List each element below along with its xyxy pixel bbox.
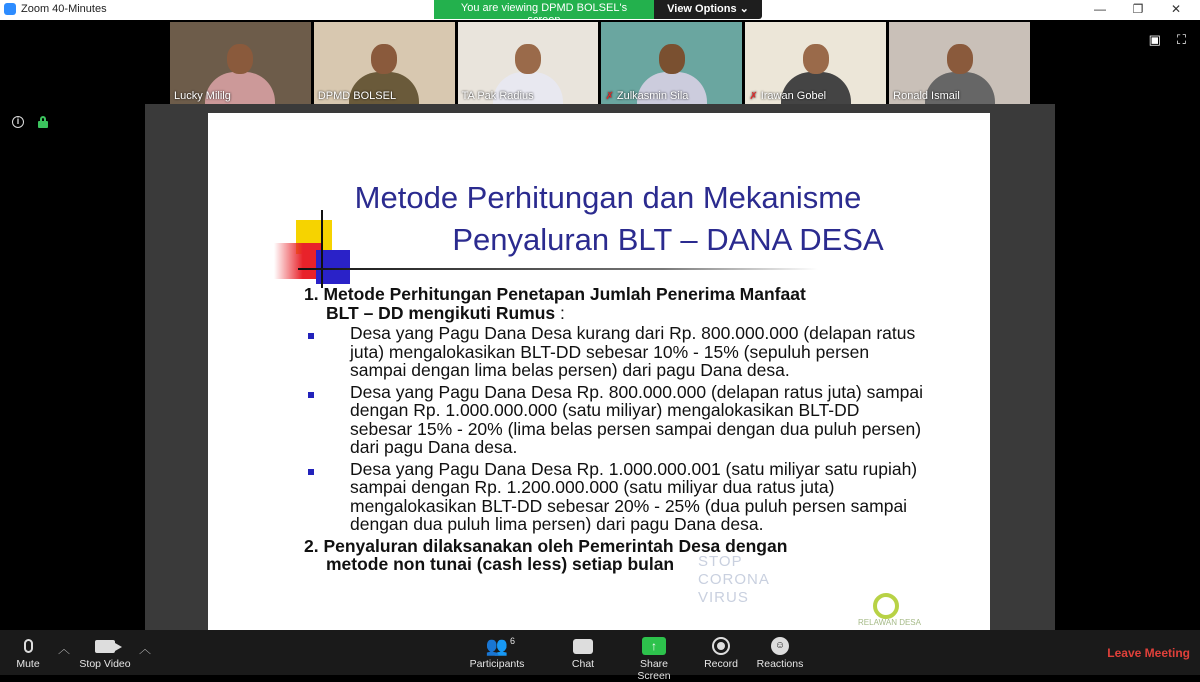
view-options-button[interactable]: View Options ⌄ [654,0,762,19]
info-icon[interactable]: i [12,116,24,128]
participant-tile[interactable] [745,22,886,104]
chat-icon [573,639,593,654]
participant-name [605,90,688,102]
participant-tile[interactable] [458,22,599,104]
point-1-line1: 1. Metode Perhitungan Penetapan Jumlah Penerima Manfaat [304,284,806,304]
meeting-toolbar [0,630,1200,682]
bullet-item [304,460,924,534]
fullscreen-icon[interactable]: ⛶ [1176,32,1186,47]
reactions-smiley-icon: ☺ [771,637,789,655]
slide-decoration-hline [298,268,818,270]
participants-count: 6 [510,636,516,646]
point-2-line1: 2. Penyaluran dilaksanakan oleh Pemerintah Desa dengan [304,535,788,556]
view-mode-icons [1149,32,1186,48]
participants-button[interactable] [466,634,528,670]
viewing-screen-label: You are viewing DPMD BOLSEL's [434,0,654,19]
point-2 [304,537,924,574]
window-title: Zoom 40-Minutes [21,3,107,15]
participant-tile[interactable] [601,22,742,104]
point-1-bullets [304,324,924,534]
participant-name-label: DPMD BOLSEL [317,90,397,102]
participant-tile[interactable] [314,22,455,104]
participant-name-label: Zulkasmin Sila [616,90,689,102]
relawan-desa-watermark: RELAWAN DESA [858,618,921,627]
chat-label: Chat [571,658,595,670]
bullet-item [304,383,924,457]
mic-muted-icon: ✗ [749,90,758,102]
participant-name-label: Lucky Mililg [174,90,231,102]
record-button[interactable] [702,634,740,670]
minimize-button[interactable]: — [1094,2,1106,16]
close-button[interactable]: ✕ [1170,2,1182,16]
lock-icon[interactable] [38,116,48,128]
presentation-slide [208,113,990,630]
reactions-button[interactable] [756,634,804,670]
stop-video-label: Stop Video [79,658,131,670]
bullet-text: Desa yang Pagu Dana Desa Rp. 1.000.000.001 (satu miliyar satu rupiah) sampai dengan Rp. 1.200.000.000 (satu miliyar dua ratus juta) mengalokasikan BLT-DD sebesar 20% - 25% (dua puluh persen sampai dengan dua puluh lima persen) dari pagu Dana desa. [350,458,918,534]
point-1-suffix: : [555,302,565,323]
microphone-icon [24,639,33,653]
record-icon [712,637,730,655]
participants-icon: 👥 [485,635,509,656]
point-1-line2: BLT – DD mengikuti Rumus [326,302,556,323]
audio-options-chevron-icon[interactable]: ︿ [58,642,71,656]
participant-name [318,90,396,102]
participant-name [893,90,960,102]
stop-corona-watermark: STOP CORONA VIRUS [698,553,770,606]
viewing-banner [434,0,762,19]
bullet-square-icon [308,469,314,475]
zoom-logo-icon [4,3,16,15]
bullet-square-icon [308,392,314,398]
participant-name-label: Ronald Ismail [893,90,960,102]
meeting-info-icons [12,116,48,128]
bullet-text: Desa yang Pagu Dana Desa kurang dari Rp. 800.000.000 (delapan ratus juta) mengalokasikan BLT-DD sebesar 10% - 15% (sepuluh persen sampai dengan lima belas persen) dari pagu Dana desa. [350,323,916,380]
chat-button[interactable] [566,634,600,670]
participant-name-label: TA Pak Radius [461,90,534,102]
slide-title-line2: Penyaluran BLT – DANA DESA [452,222,884,257]
reactions-label: Reactions [756,658,804,670]
mute-label: Mute [16,658,40,670]
leave-meeting-button[interactable]: Leave Meeting [1107,646,1190,660]
restore-button[interactable]: ❐ [1132,2,1144,16]
participant-strip [170,22,1030,104]
slide-body [304,285,924,574]
stop-video-button[interactable] [76,634,134,670]
mic-muted-icon: ✗ [605,90,614,102]
participant-name [174,90,231,102]
slide-title-line1: Metode Perhitungan dan Mekanisme [354,180,862,215]
participant-tile[interactable] [889,22,1030,104]
bullet-text: Desa yang Pagu Dana Desa Rp. 800.000.000 (delapan ratus juta) sampai dengan Rp. 1.000.000.000 (satu miliyar) mengalokasikan BLT-DD sebesar 15% - 20% (lima belas persen sampai dengan dua puluh persen) dari pagu Dana desa. [350,381,924,457]
bullet-square-icon [308,333,314,339]
slide-title [308,177,908,261]
app-title [4,3,107,15]
bullet-item [304,324,924,380]
participants-label: Participants [469,658,525,670]
video-options-chevron-icon[interactable]: ︿ [139,642,152,656]
record-label: Record [704,658,738,670]
point-1 [304,285,924,322]
participant-name [749,90,826,102]
share-screen-arrow-icon: ↑ [642,637,666,655]
video-camera-icon [95,640,115,653]
participant-name [462,90,534,102]
relawan-desa-logo-icon [873,593,899,619]
share-screen-label: Share Screen [637,658,671,682]
participant-name-label: Irawan Gobel [760,90,827,102]
participant-tile[interactable] [170,22,311,104]
mute-button[interactable] [10,634,46,670]
point-2-line2: metode non tunai (cash less) setiap bulan [326,554,675,574]
gallery-view-icon[interactable]: ▣ [1148,32,1161,47]
